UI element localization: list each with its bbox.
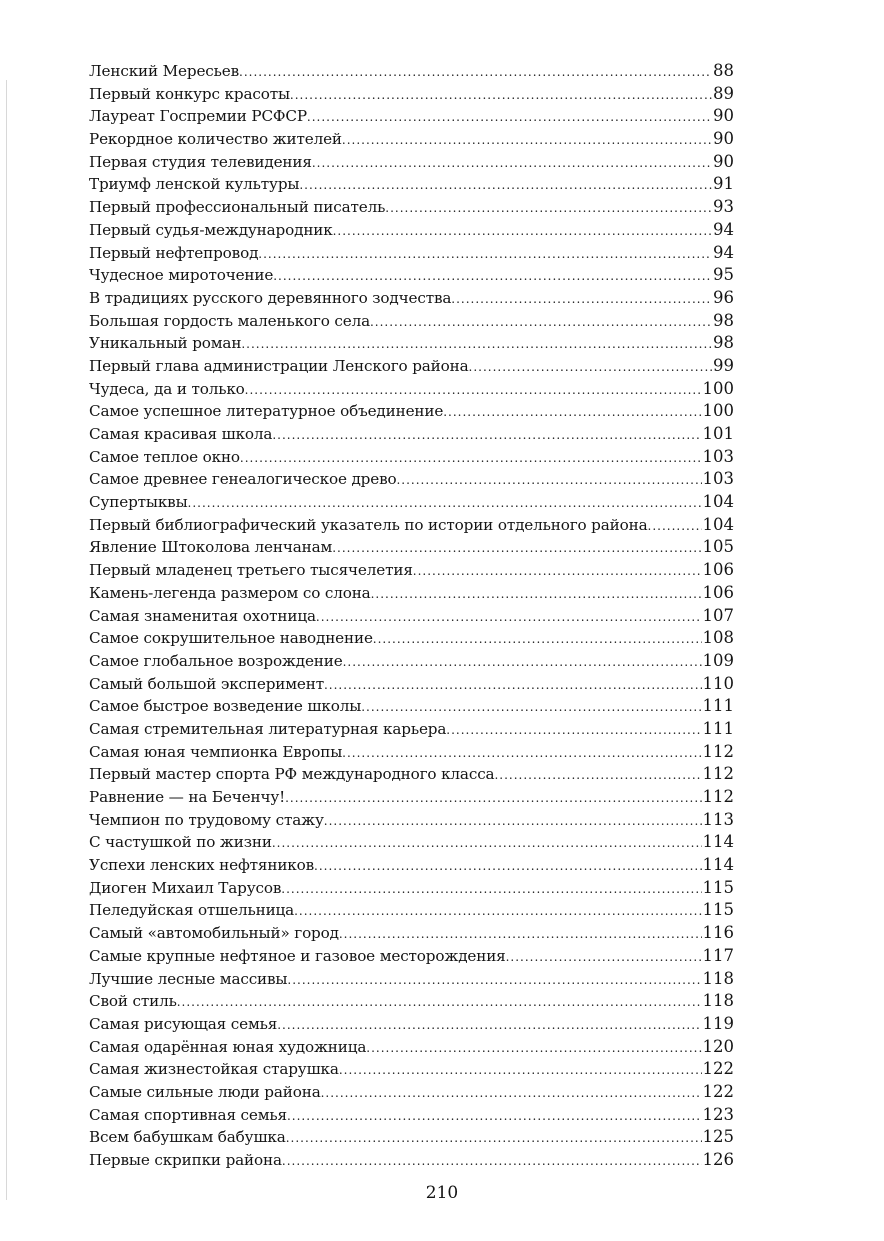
- toc-dot-leader: [285, 787, 701, 809]
- toc-entry-title: Равнение — на Беченчу!: [89, 788, 286, 806]
- toc-dot-leader: [245, 379, 702, 401]
- toc-entry-title: Самое глобальное возрождение: [89, 651, 343, 670]
- toc-entry: [89, 423, 734, 446]
- toc-entry-page: 104: [702, 514, 734, 534]
- toc-entry-title: Первый судья-международник: [89, 220, 333, 239]
- toc-entry: [89, 831, 734, 854]
- toc-entry-page: 108: [702, 628, 734, 648]
- toc-entry-page: 109: [702, 650, 734, 670]
- toc-entry-title: Самое сокрушительное наводнение: [89, 629, 373, 648]
- toc-entry-title: С частушкой по жизни: [89, 833, 272, 852]
- toc-entry: [89, 1058, 734, 1081]
- toc-entry: [89, 741, 734, 764]
- toc-entry-page: 113: [702, 809, 734, 829]
- toc-entry-title: Самое успешное литературное объединение: [89, 402, 444, 421]
- toc-dot-leader: [239, 61, 712, 83]
- toc-entry: [89, 1149, 734, 1172]
- toc-entry: [89, 650, 734, 673]
- toc-entry-title: Рекордное количество жителей: [89, 130, 342, 149]
- toc-entry-page: 101: [702, 424, 734, 443]
- toc-entry-title: Супертыквы: [89, 493, 188, 512]
- toc-entry: [89, 877, 734, 900]
- toc-entry-title: Пеледуйская отшельница: [89, 901, 295, 920]
- toc-entry-page: 114: [702, 832, 734, 852]
- toc-dot-leader: [396, 469, 701, 491]
- toc-entry-title: Первая студия телевидения: [89, 152, 312, 171]
- toc-entry-title: Чудеса, да и только: [89, 379, 245, 398]
- toc-entry-page: 90: [713, 151, 734, 171]
- toc-entry: [89, 264, 734, 287]
- toc-entry-title: Самый «автомобильный» город: [89, 924, 339, 943]
- toc-entry-page: 98: [713, 310, 734, 330]
- toc-entry-title: Уникальный роман: [89, 334, 242, 353]
- toc-dot-leader: [314, 855, 701, 877]
- toc-entry: [89, 60, 734, 83]
- toc-entry-page: 120: [702, 1036, 734, 1056]
- toc-entry: [89, 990, 734, 1013]
- toc-entry-title: Первый глава администрации Ленского района: [89, 356, 469, 375]
- toc-dot-leader: [648, 515, 702, 537]
- toc-entry: [89, 446, 734, 469]
- toc-entry: [89, 196, 734, 219]
- toc-dot-leader: [282, 1150, 702, 1172]
- toc-entry-page: 114: [702, 855, 734, 875]
- toc-entry: [89, 468, 734, 491]
- toc-entry-page: 112: [702, 764, 734, 784]
- toc-entry: [89, 695, 734, 718]
- toc-entry-title: Самая стремительная литературная карьера: [89, 719, 447, 738]
- toc-entry-title: Лауреат Госпремии РСФСР: [89, 107, 307, 126]
- toc-entry: [89, 627, 734, 650]
- toc-dot-leader: [299, 174, 712, 196]
- toc-entry-title: Лучшие лесные массивы: [89, 969, 288, 988]
- toc-dot-leader: [494, 764, 701, 786]
- toc-entry-page: 99: [713, 355, 734, 375]
- toc-dot-leader: [342, 742, 701, 764]
- toc-dot-leader: [451, 288, 712, 310]
- toc-dot-leader: [343, 651, 702, 673]
- scan-edge-line: [6, 80, 7, 1200]
- toc-entry-title: Первый профессиональный писатель: [89, 198, 386, 217]
- toc-entry: [89, 899, 734, 922]
- toc-entry-page: 95: [713, 265, 734, 285]
- toc-entry: [89, 242, 734, 265]
- table-of-contents: [89, 60, 734, 1172]
- toc-entry-page: 89: [713, 83, 734, 103]
- toc-entry: [89, 968, 734, 991]
- toc-entry-page: 107: [702, 605, 734, 625]
- toc-entry: [89, 400, 734, 423]
- toc-entry-title: Первые скрипки района: [89, 1151, 282, 1169]
- toc-entry-page: 90: [713, 106, 734, 126]
- toc-entry-page: 122: [702, 1059, 734, 1079]
- toc-dot-leader: [370, 311, 712, 333]
- toc-entry-title: Самая знаменитая охотница: [89, 606, 316, 625]
- page-number: 210: [425, 1183, 459, 1203]
- toc-entry-page: 91: [713, 174, 734, 194]
- toc-entry: [89, 105, 734, 128]
- toc-dot-leader: [312, 152, 712, 174]
- toc-dot-leader: [241, 333, 712, 355]
- toc-entry-title: Самая спортивная семья: [89, 1105, 287, 1124]
- toc-entry-title: Самая рисующая семья: [89, 1014, 278, 1033]
- toc-entry: [89, 219, 734, 242]
- toc-dot-leader: [324, 674, 702, 696]
- toc-entry-page: 125: [702, 1127, 734, 1147]
- toc-entry-page: 112: [702, 787, 734, 806]
- toc-entry-page: 88: [713, 61, 734, 80]
- toc-entry-page: 115: [702, 877, 734, 897]
- toc-entry: [89, 559, 734, 582]
- toc-entry: [89, 763, 734, 786]
- toc-entry-page: 103: [702, 446, 734, 466]
- toc-entry-page: 110: [702, 673, 734, 693]
- toc-entry: [89, 355, 734, 378]
- toc-dot-leader: [361, 696, 701, 718]
- toc-entry-title: Успехи ленских нефтяников: [89, 856, 315, 875]
- toc-dot-leader: [273, 265, 712, 287]
- toc-entry: [89, 514, 734, 537]
- toc-entry-title: Чемпион по трудовому стажу: [89, 810, 324, 829]
- toc-entry-title: Самая жизнестойкая старушка: [89, 1060, 339, 1079]
- toc-entry-title: Большая гордость маленького села: [89, 311, 370, 330]
- toc-entry-page: 94: [713, 219, 734, 239]
- toc-entry-title: Явление Штоколова ленчанам: [89, 538, 333, 557]
- toc-entry: [89, 310, 734, 333]
- toc-entry: [89, 854, 734, 877]
- toc-entry-page: 96: [713, 287, 734, 307]
- toc-entry: [89, 128, 734, 151]
- toc-entry-page: 100: [702, 378, 734, 398]
- toc-dot-leader: [373, 628, 702, 650]
- toc-entry: [89, 151, 734, 174]
- toc-entry-page: 118: [702, 991, 734, 1011]
- toc-entry: [89, 945, 734, 968]
- toc-entry-page: 93: [713, 197, 734, 217]
- toc-entry-title: Самая одарённая юная художница: [89, 1037, 367, 1056]
- toc-dot-leader: [287, 1105, 702, 1127]
- toc-entry-page: 116: [702, 923, 734, 943]
- toc-entry-title: Камень-легенда размером со слона: [89, 583, 371, 602]
- toc-entry: [89, 718, 734, 741]
- toc-dot-leader: [281, 878, 701, 900]
- toc-entry-page: 123: [702, 1104, 734, 1124]
- toc-entry: [89, 605, 734, 628]
- toc-dot-leader: [290, 84, 712, 106]
- toc-dot-leader: [339, 1059, 702, 1081]
- toc-entry-page: 111: [702, 696, 734, 716]
- toc-entry: [89, 1104, 734, 1127]
- toc-entry-title: Ленский Мересьев: [89, 62, 240, 80]
- toc-entry-title: Самое древнее генеалогическое древо: [89, 470, 397, 489]
- toc-entry: [89, 1036, 734, 1059]
- toc-dot-leader: [413, 560, 702, 582]
- toc-dot-leader: [177, 991, 702, 1013]
- toc-entry-page: 117: [702, 945, 734, 965]
- toc-entry-title: Первый мастер спорта РФ международного класса: [89, 765, 495, 784]
- toc-entry-page: 106: [702, 560, 734, 580]
- toc-entry: [89, 1081, 734, 1104]
- toc-dot-leader: [321, 1082, 702, 1104]
- toc-entry-page: 106: [702, 582, 734, 602]
- toc-entry-title: Первый нефтепровод: [89, 243, 259, 262]
- toc-entry: [89, 536, 734, 559]
- toc-entry: [89, 673, 734, 696]
- toc-entry-title: Самый большой эксперимент: [89, 674, 324, 693]
- toc-entry: [89, 1013, 734, 1036]
- toc-dot-leader: [307, 106, 712, 128]
- toc-entry-page: 112: [702, 741, 734, 761]
- toc-dot-leader: [339, 923, 702, 945]
- toc-entry-title: Чудесное мироточение: [89, 266, 274, 285]
- toc-dot-leader: [332, 537, 701, 559]
- toc-dot-leader: [272, 424, 701, 446]
- toc-dot-leader: [294, 900, 701, 922]
- toc-dot-leader: [240, 447, 702, 469]
- toc-dot-leader: [287, 969, 701, 991]
- toc-entry-title: Диоген Михаил Тарусов: [89, 878, 282, 897]
- toc-entry-page: 98: [713, 333, 734, 353]
- toc-dot-leader: [366, 1037, 701, 1059]
- toc-entry-title: Первый младенец третьего тысячелетия: [89, 561, 413, 580]
- toc-dot-leader: [324, 810, 702, 832]
- toc-entry-title: Свой стиль: [89, 992, 177, 1011]
- toc-entry-page: 94: [713, 242, 734, 262]
- toc-dot-leader: [258, 243, 712, 265]
- toc-entry-page: 90: [713, 129, 734, 149]
- toc-dot-leader: [333, 220, 712, 242]
- toc-entry-page: 115: [702, 900, 734, 920]
- toc-entry-title: Самое быстрое возведение школы: [89, 697, 362, 716]
- toc-entry-page: 105: [702, 537, 734, 557]
- toc-entry-title: Самая красивая школа: [89, 425, 273, 443]
- toc-dot-leader: [506, 946, 702, 968]
- toc-dot-leader: [469, 356, 712, 378]
- toc-dot-leader: [188, 492, 702, 514]
- toc-entry-title: Самые крупные нефтяное и газовое месторождения: [89, 946, 506, 965]
- toc-dot-leader: [342, 129, 712, 151]
- toc-entry-title: Всем бабушкам бабушка: [89, 1128, 286, 1147]
- toc-entry: [89, 491, 734, 514]
- toc-entry: [89, 1126, 734, 1149]
- toc-dot-leader: [385, 197, 712, 219]
- toc-dot-leader: [371, 583, 702, 605]
- toc-entry-title: Первый конкурс красоты: [89, 84, 290, 103]
- toc-entry-page: 122: [702, 1081, 734, 1101]
- toc-entry: [89, 173, 734, 196]
- toc-entry: [89, 332, 734, 355]
- toc-entry-page: 100: [702, 401, 734, 421]
- toc-entry-title: Самое теплое окно: [89, 447, 240, 466]
- toc-entry-page: 104: [702, 492, 734, 512]
- toc-entry-title: В традициях русского деревянного зодчества: [89, 288, 452, 307]
- toc-entry-page: 126: [702, 1150, 734, 1169]
- toc-dot-leader: [272, 832, 702, 854]
- toc-entry: [89, 786, 734, 809]
- toc-entry: [89, 287, 734, 310]
- toc-entry-title: Первый библиографический указатель по истории отдельного района: [89, 515, 648, 534]
- toc-entry-page: 111: [702, 718, 734, 738]
- toc-dot-leader: [286, 1127, 702, 1149]
- toc-entry-title: Самые сильные люди района: [89, 1082, 321, 1101]
- toc-entry-page: 103: [702, 469, 734, 489]
- toc-dot-leader: [277, 1014, 701, 1036]
- toc-entry-page: 118: [702, 968, 734, 988]
- toc-entry: [89, 809, 734, 832]
- toc-dot-leader: [316, 606, 702, 628]
- toc-dot-leader: [443, 401, 701, 423]
- toc-dot-leader: [446, 719, 701, 741]
- toc-entry: [89, 922, 734, 945]
- toc-entry: [89, 83, 734, 106]
- toc-entry-page: 119: [702, 1013, 734, 1033]
- toc-entry: [89, 582, 734, 605]
- toc-entry-title: Триумф ленской культуры: [89, 175, 300, 194]
- toc-entry: [89, 378, 734, 401]
- toc-entry-title: Самая юная чемпионка Европы: [89, 742, 343, 761]
